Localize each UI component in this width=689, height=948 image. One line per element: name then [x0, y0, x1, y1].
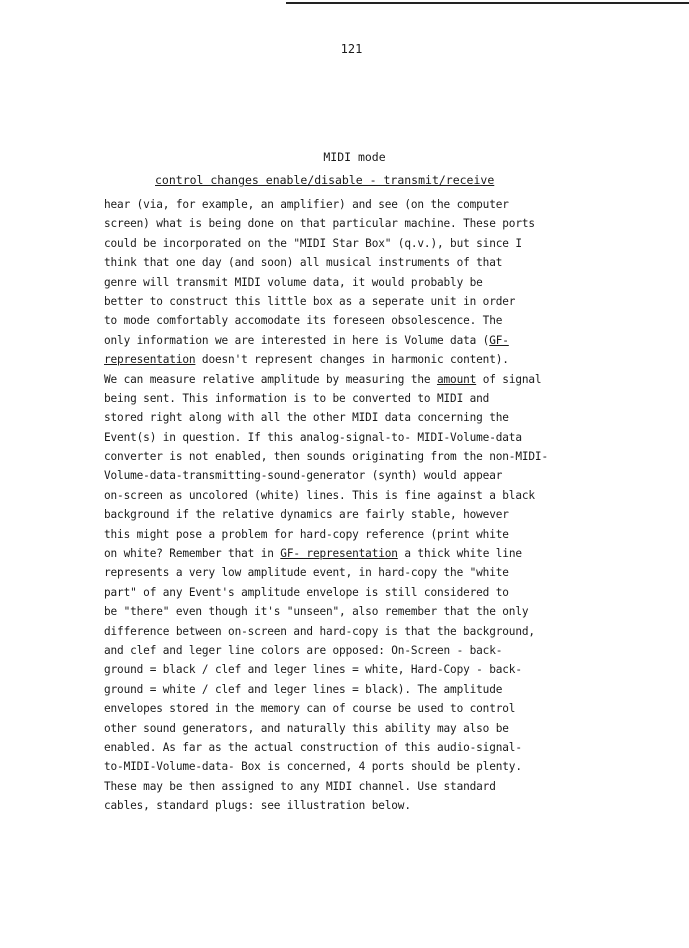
body-line — [104, 447, 664, 466]
text-segment: this might pose a problem for hard-copy reference (print white — [104, 527, 509, 541]
body-line — [104, 699, 664, 718]
text-segment: a thick white line — [397, 547, 522, 561]
text-segment: ground = white / clef and leger lines = black). The amplitude — [104, 682, 503, 696]
text-segment: difference between on-screen and hard-copy is that the background, — [104, 624, 535, 638]
text-segment: converter is not enabled, then sounds originating from the non-MIDI- — [104, 450, 548, 464]
top-rule — [286, 2, 689, 4]
text-segment: background if the relative dynamics are fairly stable, however — [104, 508, 509, 522]
body-line — [104, 757, 664, 776]
text-segment: hear (via, for example, an amplifier) and see (on the computer — [104, 198, 509, 211]
body-line — [104, 719, 664, 738]
text-segment: Volume-data-transmitting-sound-generator (synth) would appear — [104, 469, 503, 483]
text-segment: Event(s) in question. If this analog-signal-to- MIDI-Volume-data — [104, 430, 522, 444]
body-line — [104, 796, 664, 815]
page-number: 121 — [340, 42, 363, 56]
body-line — [104, 680, 664, 699]
text-segment: enabled. As far as the actual construction of this audio-signal- — [104, 740, 522, 754]
underlined-text: GF- — [489, 333, 509, 347]
body-line — [104, 622, 664, 641]
underlined-text: representation — [104, 353, 196, 367]
body-line — [104, 583, 664, 602]
body-line — [104, 292, 664, 311]
body-line — [104, 486, 664, 505]
body-line — [104, 641, 664, 660]
body-line — [104, 563, 664, 582]
body-text — [104, 195, 664, 816]
body-line — [104, 408, 664, 427]
text-segment: be "there" even though it's "unseen", also remember that the only — [104, 605, 529, 619]
text-segment: part" of any Event's amplitude envelope is still considered to — [104, 585, 509, 599]
subheading: control changes enable/disable - transmit/receive — [155, 173, 495, 187]
text-segment: genre will transmit MIDI volume data, it would probably be — [104, 275, 483, 289]
body-line — [104, 389, 664, 408]
text-segment: of signal — [476, 372, 542, 386]
body-line — [104, 428, 664, 447]
section-heading: MIDI mode — [323, 150, 386, 164]
underlined-text: amount — [436, 372, 477, 386]
body-line — [104, 311, 664, 330]
body-line — [104, 660, 664, 679]
body-line — [104, 350, 664, 369]
body-line — [104, 505, 664, 524]
text-segment: to-MIDI-Volume-data- Box is concerned, 4 ports should be plenty. — [104, 760, 522, 774]
text-segment: on white? Remember that in — [104, 547, 281, 561]
text-segment: envelopes stored in the memory can of course be used to control — [104, 702, 516, 716]
text-segment: These may be then assigned to any MIDI channel. Use standard — [104, 779, 496, 793]
body-line — [104, 602, 664, 621]
text-segment: think that one day (and soon) all musical instruments of that — [104, 256, 503, 270]
text-segment: better to construct this little box as a seperate unit in order — [104, 294, 516, 308]
text-segment: stored right along with all the other MIDI data concerning the — [104, 411, 509, 425]
body-line — [104, 331, 664, 350]
body-line — [104, 214, 664, 233]
text-segment: to mode comfortably accomodate its foreseen obsolescence. The — [104, 314, 503, 328]
body-line — [104, 234, 664, 253]
text-segment: represents a very low amplitude event, in hard-copy the "white — [104, 566, 509, 580]
underlined-text: GF- representation — [280, 547, 398, 561]
body-line — [104, 525, 664, 544]
text-segment: cables, standard plugs: see illustration below. — [104, 799, 411, 813]
body-line — [104, 195, 664, 214]
body-line — [104, 738, 664, 757]
body-line — [104, 544, 664, 563]
text-segment: being sent. This information is to be converted to MIDI and — [104, 391, 490, 405]
body-line — [104, 466, 664, 485]
text-segment: doesn't represent changes in harmonic content). — [195, 353, 509, 367]
text-segment: ground = black / clef and leger lines = white, Hard-Copy - back- — [104, 663, 522, 677]
text-segment: could be incorporated on the "MIDI Star Box" (q.v.), but since I — [104, 236, 522, 250]
text-segment: other sound generators, and naturally this ability may also be — [104, 721, 509, 735]
body-line — [104, 253, 664, 272]
text-segment: on-screen as uncolored (white) lines. This is fine against a black — [104, 488, 535, 502]
body-line — [104, 370, 664, 389]
text-segment: screen) what is being done on that particular machine. These ports — [104, 217, 535, 231]
body-line — [104, 273, 664, 292]
text-segment: only information we are interested in here is Volume data ( — [104, 333, 490, 347]
text-segment: and clef and leger line colors are opposed: On-Screen - back- — [104, 643, 503, 657]
body-line — [104, 777, 664, 796]
text-segment: We can measure relative amplitude by measuring the — [104, 372, 437, 386]
